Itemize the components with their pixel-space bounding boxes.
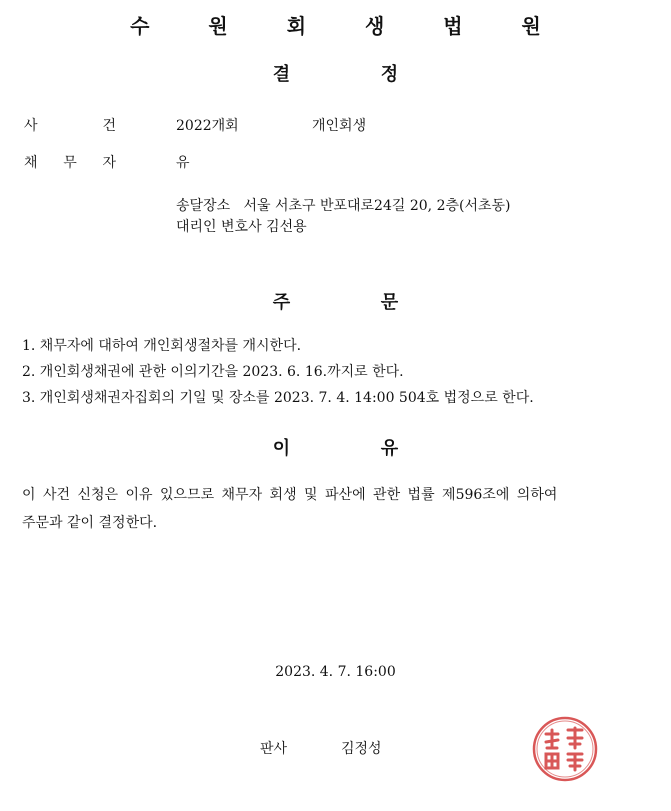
debtor-label	[24, 152, 116, 172]
order-item: 3. 개인회생채권자집회의 기일 및 장소를 2023. 7. 4. 14:00 504호 법정으로 한다.	[22, 390, 534, 406]
legal-agent: 대리인 변호사 김선용	[176, 219, 307, 235]
judge-name: 김정성	[341, 741, 382, 757]
order-heading-left: 주	[272, 292, 291, 313]
case-label-char: 건	[102, 118, 116, 134]
decision-heading	[0, 60, 671, 86]
debtor-label-char: 무	[63, 155, 77, 171]
service-address: 송달장소 서울 서초구 반포대로24길 20, 2층(서초동)	[176, 198, 511, 214]
order-item: 1. 채무자에 대하여 개인회생절차를 개시한다.	[22, 338, 302, 354]
court-name: 수 원 회 생 법 원	[130, 14, 567, 38]
case-type: 개인회생	[312, 118, 367, 134]
reason-text-line-1: 이 사건 신청은 이유 있으므로 채무자 회생 및 파산에 관한 법률 제596조에 의하여	[22, 487, 558, 503]
reason-heading-right: 유	[380, 438, 399, 459]
case-number: 2022개회	[176, 118, 239, 134]
debtor-name: 유	[176, 155, 190, 171]
decision-heading-right: 정	[380, 64, 399, 85]
reason-heading	[0, 434, 671, 460]
order-heading	[0, 288, 671, 314]
order-item: 2. 개인회생채권에 관한 이의기간을 2023. 6. 16.까지로 한다.	[22, 364, 404, 380]
court-seal-icon	[532, 716, 598, 782]
reason-text-line-2: 주문과 같이 결정한다.	[22, 515, 158, 531]
reason-heading-left: 이	[272, 438, 291, 459]
order-heading-right: 문	[380, 292, 399, 313]
case-label	[24, 115, 116, 135]
decision-heading-left: 결	[272, 64, 291, 85]
decision-date: 2023. 4. 7. 16:00	[275, 664, 396, 680]
debtor-label-char: 채	[24, 155, 38, 171]
judge-title: 판사	[260, 741, 288, 757]
debtor-label-char: 자	[102, 155, 116, 171]
case-label-char: 사	[24, 118, 38, 134]
